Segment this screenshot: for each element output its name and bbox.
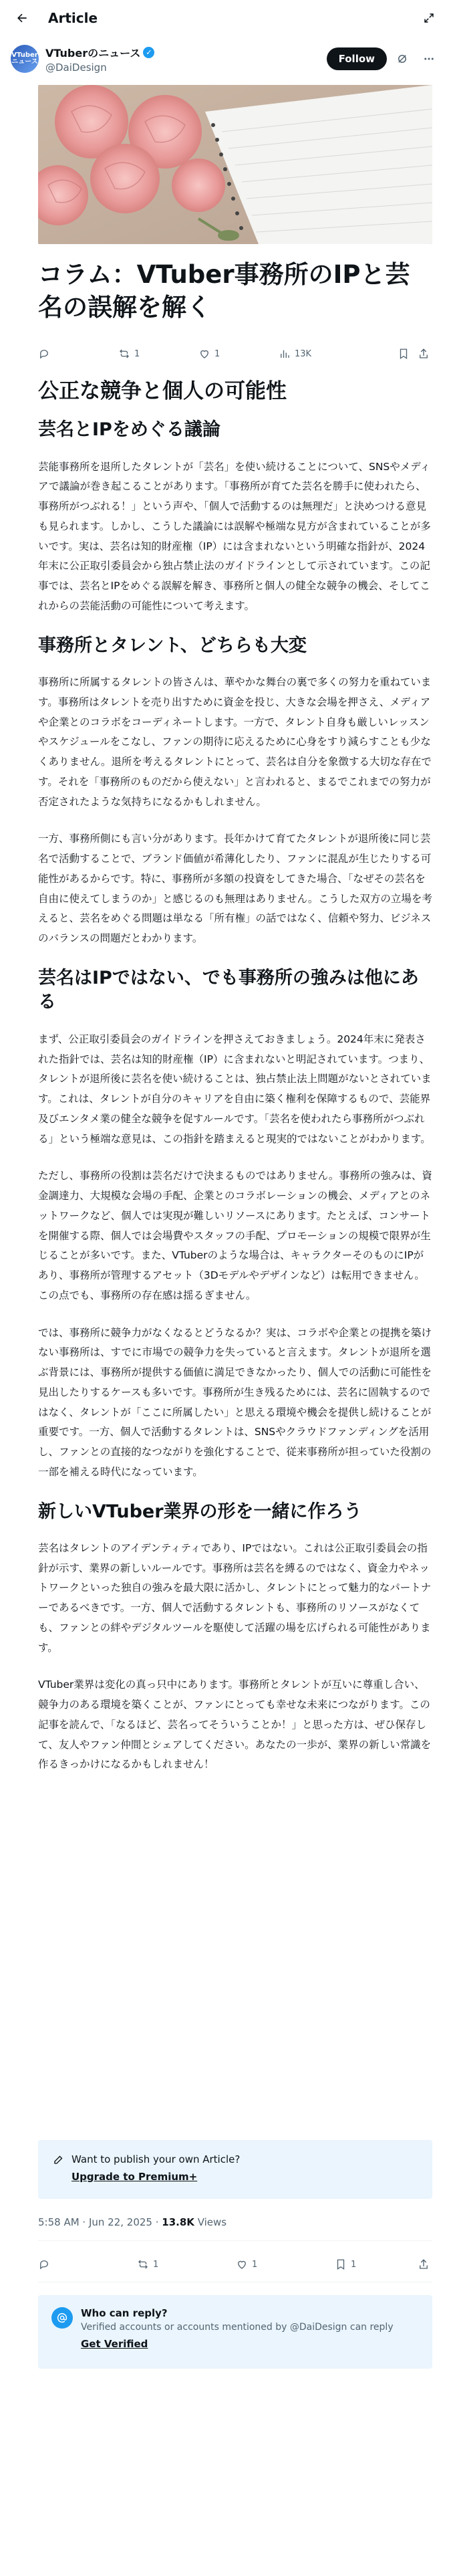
upgrade-premium-link[interactable]: Upgrade to Premium+ <box>71 2171 198 2183</box>
share-icon <box>418 2258 430 2270</box>
author-name[interactable]: VTuberのニュース <box>45 46 141 60</box>
repost-icon <box>137 2258 149 2270</box>
section-heading: 芸名はIPではない、でも事務所の強みは他にある <box>38 967 419 1013</box>
paragraph: まず、公正取引委員会のガイドラインを押さえておきましょう。2024年末に発表された指針では、芸名は知的財産権（IP）に含まれないと明記されています。つまり、タレントが退所後に芸名を使い続けることは、独占禁止法上問題がないとされています。これは、タレントが自分のキャリアを自由に築く権利を保障するもので、芸能界及びエンタメ業の健全な競争を促すルールです。「芸名を使われたら事務所がつぶれる」という極端な意見は、この指針を踏まえると現実的ではないことがわかります。 <box>38 1033 432 1145</box>
article-headline: コラム：VTuber事務所のIPと芸名の誤解を解く <box>38 260 410 322</box>
section-heading: 新しいVTuber業界の形を一緒に作ろう <box>38 1501 362 1522</box>
share-action[interactable] <box>418 2258 432 2270</box>
compose-icon <box>53 2153 65 2165</box>
publish-article-promo <box>38 2140 432 2199</box>
verified-badge-icon: ✓ <box>143 47 154 58</box>
paragraph: ただし、事務所の役割は芸名だけで決まるものではありません。事務所の強みは、資金調達力、大規模な会場の手配、企業とのコラボレーションの機会、メディアとのネットワークなど、個人では実現が難しいリソースにあります。たとえば、コンサートを開催する際、個人では会場費やスタッフの手配、プロモーションの規模で限界が生じることが多いです。また、VTuberのような場合は、キャラクターそのものにIPがあり、事務所が管理するアセット（3Dモデルやデザインなど）は転用できません。この点でも、事務所の存在感は揺るぎません。 <box>38 1170 432 1301</box>
cover-image[interactable] <box>38 85 432 244</box>
views-label: Views <box>194 2216 227 2228</box>
heart-icon <box>198 348 210 360</box>
bookmark-action[interactable] <box>398 348 418 360</box>
author-name-row <box>45 45 154 60</box>
page-title: Article <box>48 9 98 26</box>
author-row <box>0 40 451 78</box>
paragraph: 芸名はタレントのアイデンティティであり、IPではない。これは公正取引委員会の指針が示す、業界の新しいルールです。事務所は芸名を縛るのではなく、資金力やネットワークといった独自の強みを最大限に活かし、タレントにとって魅力的なパートナーであるべきです。一方、個人で活動するタレントも、事務所のリソースがなくても、ファンとの絆やデジタルツールを駆使して活躍の場を広げられる可能性があります。 <box>38 1541 432 1654</box>
follow-button[interactable]: Follow <box>327 47 387 70</box>
reply-icon <box>38 2258 50 2270</box>
article-action-bar <box>38 340 432 367</box>
expand-icon[interactable] <box>418 7 440 29</box>
engagement-bar <box>38 2248 432 2280</box>
repost-action[interactable] <box>118 348 198 360</box>
like-action[interactable] <box>198 348 279 360</box>
paragraph: 一方、事務所側にも言い分があります。長年かけて育てたタレントが退所後に同じ芸名で活動することで、ブランド価値が希薄化したり、ファンに混乱が生じたりする可能性があるからです。特に、事務所が多額の投資をしてきた場合、「なぜその芸名を自由に使えてしまうのか」と感じるのも無理はありません。こうした双方の立場を考えると、芸名をめぐる問題は単なる「所有権」の話ではなく、信頼や努力、ビジネスのバランスの問題だとわかります。 <box>38 833 432 945</box>
more-options-icon[interactable] <box>418 47 440 70</box>
post-meta <box>38 2216 432 2228</box>
reply-restriction-box <box>38 2295 432 2369</box>
like-action[interactable] <box>236 2258 335 2270</box>
bookmark-icon <box>398 348 410 360</box>
bookmark-count: 1 <box>351 2259 357 2270</box>
publish-prompt-row <box>53 2153 418 2165</box>
repost-icon <box>118 348 130 360</box>
like-count: 1 <box>252 2259 258 2270</box>
views-total: 13.8K <box>162 2216 194 2228</box>
back-arrow-icon[interactable] <box>11 7 33 29</box>
views-action[interactable] <box>279 348 379 360</box>
top-bar <box>0 0 451 35</box>
repost-count: 1 <box>153 2259 159 2270</box>
author-info <box>45 45 154 74</box>
get-verified-link[interactable]: Get Verified <box>81 2338 148 2350</box>
reply-action[interactable] <box>38 348 118 360</box>
reply-action[interactable] <box>38 2258 137 2270</box>
heart-icon <box>236 2258 248 2270</box>
divider <box>38 2240 432 2241</box>
reply-title: Who can reply? <box>81 2307 168 2319</box>
reply-icon <box>38 348 50 360</box>
section-heading: 芸名とIPをめぐる議論 <box>38 419 220 441</box>
avatar[interactable]: VTuber ニュース <box>11 45 39 73</box>
post-timestamp[interactable]: 5:58 AM · Jun 22, 2025 · <box>38 2216 162 2228</box>
paragraph: 芸能事務所を退所したタレントが「芸名」を使い続けることについて、SNSやメディアで議論が巻き起こることがあります。「事務所が育てた芸名を勝手に使われたら、事務所がつぶれる！」という声や、「個人で活動するのは無理だ」と決めつける意見も見られます。しかし、こうした議論には誤解や極端な見方が含まれていることが多いです。実は、芸名は知的財産権（IP）には含まれないという明確な指針が、2024年末に公正取引委員会から独占禁止法のガイドラインとして示されています。この記事では、芸名とIPをめぐる誤解を解き、事務所と個人の健全な競争の機会、そしてこれからの芸能活動の可能性について考えます。 <box>38 460 431 612</box>
publish-prompt: Want to publish your own Article? <box>71 2153 241 2165</box>
article-body <box>38 378 432 1792</box>
paragraph: では、事務所に競争力がなくなるとどうなるか？実は、コラボや企業との提携を築けない事務所は、すでに市場での競争力を失っていると言えます。タレントが退所を選ぶ背景には、事務所が提供する価値に満足できなかったり、個人での活動に可能性を見出したりするケースも多いです。事務所が生き残るためには、芸名に固執するのではなく、タレントが「ここに所属したい」と思える環境や機会を提供し続けることが重要です。一方、個人で活動するタレントは、SNSやクラウドファンディングを活用し、ファンとの直接的なつながりを強化することで、従来事務所が担っていた役割の一部を補える時代になっています。 <box>38 1326 432 1478</box>
like-count: 1 <box>214 348 220 359</box>
grok-icon[interactable] <box>391 47 414 70</box>
section-heading: 事務所とタレント、どちらも大変 <box>38 635 307 656</box>
share-action[interactable] <box>418 348 432 360</box>
repost-action[interactable] <box>137 2258 236 2270</box>
paragraph: 事務所に所属するタレントの皆さんは、華やかな舞台の裏で多くの努力を重ねています。事務所はタレントを売り出すために資金を投じ、大きな会場を押さえ、メディアや企業とのコラボをコーディネートします。一方で、タレント自身も厳しいレッスンやスケジュールをこなし、ファンの期待に応えるために心身をすり減らすことも少なくありません。退所を考えるタレントにとって、芸名は自分を象徴する大切な存在です。それを「事務所のものだから使えない」と言われると、まるでこれまでの努力が否定されたような気持ちになるかもしれません。 <box>38 676 432 808</box>
bookmark-action[interactable] <box>335 2258 415 2270</box>
section-title: 公正な競争と個人の可能性 <box>38 379 287 403</box>
share-icon <box>418 348 430 360</box>
paragraph: VTuber業界は変化の真っ只中にあります。事務所とタレントが互いに尊重し合い、競争力のある環境を築くことが、ファンにとっても幸せな未来につながります。この記事を読んで、「なるほど、芸名ってそういうことか！」と思った方は、ぜひ保存して、友人やファン仲間とシェアしてください。あなたの一歩が、業界の新しい常識を作るきっかけになるかもしれません！ <box>38 1679 432 1771</box>
at-mention-icon <box>51 2307 73 2329</box>
views-count: 13K <box>295 348 312 359</box>
reply-subtitle: Verified accounts or accounts mentioned by @DaiDesign can reply <box>81 2322 394 2333</box>
repost-count: 1 <box>134 348 140 359</box>
author-handle[interactable]: @DaiDesign <box>45 61 107 74</box>
reply-restriction-text <box>81 2307 394 2357</box>
bookmark-icon <box>335 2258 347 2270</box>
views-chart-icon <box>279 348 291 360</box>
